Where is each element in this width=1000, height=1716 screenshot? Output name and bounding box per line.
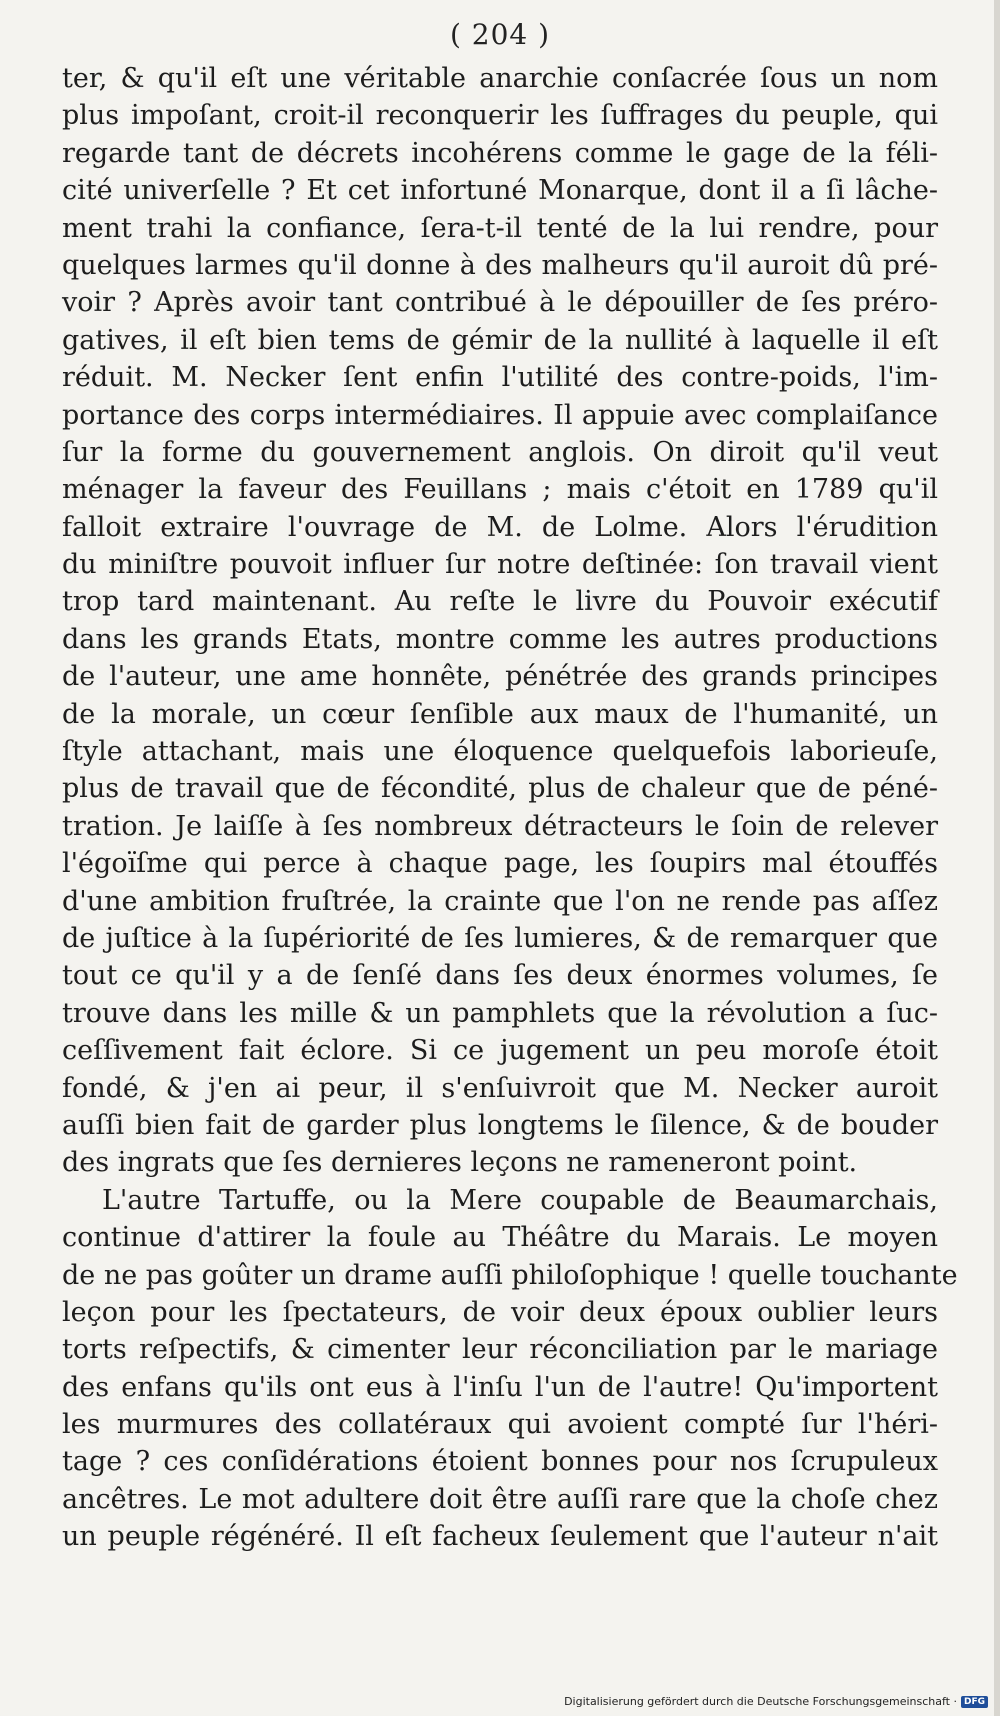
body-text [62, 60, 958, 1556]
text-line: L'autre Tartuffe, ou la Mere coupable de Beaumarchais, [102, 1184, 938, 1216]
text-line: l'égoïſme qui perce à chaque page, les ſoupirs mal étouffés [62, 848, 938, 880]
dfg-logo: DFG [961, 1696, 988, 1708]
text-line: d'une ambition fruſtrée, la crainte que l'on ne rende pas aſſez [62, 885, 938, 917]
text-line: continue d'attirer la foule au Théâtre du Marais. Le moyen [62, 1222, 938, 1254]
text-line: tration. Je laiſſe à ſes nombreux détracteurs le ſoin de relever [62, 810, 938, 842]
text-line: ter, & qu'il eſt une véritable anarchie conſacrée ſous un nom [62, 63, 938, 94]
text-line: dans les grands Etats, montre comme les autres productions [62, 623, 938, 655]
text-line: ſtyle attachant, mais une éloquence quelquefois laborieuſe, [62, 736, 938, 768]
text-line: un peuple régénéré. Il eſt facheux ſeulement que l'auteur n'ait [62, 1521, 938, 1553]
text-line: réduit. M. Necker ſent enfin l'utilité des contre-poids, l'im- [62, 362, 938, 394]
text-line: plus impoſant, croit-il reconquerir les ſuffrages du peuple, qui [62, 100, 938, 132]
text-line: cité univerſelle ? Et cet infortuné Monarque, dont il a ſi lâche- [62, 175, 938, 207]
text-line: les murmures des collatéraux qui avoient compté ſur l'héri- [62, 1409, 938, 1441]
text-line: plus de travail que de fécondité, plus de chaleur que de péné- [62, 773, 938, 805]
text-line: ſur la forme du gouvernement anglois. On diroit qu'il veut [62, 436, 938, 468]
text-line: fondé, & j'en ai peur, il s'enſuivroit que M. Necker auroit [62, 1072, 938, 1104]
text-line: du miniſtre pouvoit influer ſur notre deſtinée: ſon travail vient [62, 549, 938, 581]
text-line: leçon pour les ſpectateurs, de voir deux époux oublier leurs [62, 1296, 938, 1328]
text-line: de ne pas goûter un drame auſſi philoſophique ! quelle touchante [62, 1259, 958, 1291]
text-line: des ingrats que ſes dernieres leçons ne rameneront point. [62, 1147, 858, 1179]
text-line: des enfans qu'ils ont eus à l'inſu l'un de l'autre! Qu'importent [62, 1371, 938, 1403]
page-number: ( 204 ) [449, 18, 551, 51]
text-line: tage ? ces conſidérations étoient bonnes pour nos ſcrupuleux [62, 1446, 938, 1478]
credit-text: Digitalisierung gefördert durch die Deutsche Forschungsgemeinschaft · [564, 1695, 957, 1708]
text-line: ment trahi la confiance, ſera-t-il tenté de la lui rendre, pour [62, 212, 938, 244]
text-line: trouve dans les mille & un pamphlets que la révolution a ſuc- [62, 997, 938, 1029]
text-line: torts reſpectifs, & cimenter leur réconciliation par le mariage [62, 1334, 938, 1366]
text-line: falloit extraire l'ouvrage de M. de Lolme. Alors l'érudition [62, 511, 938, 543]
text-line: ancêtres. Le mot adultere doit être auſſi rare que la choſe chez [62, 1483, 938, 1515]
text-line: tout ce qu'il y a de ſenſé dans ſes deux énormes volumes, ſe [62, 960, 938, 992]
page-edge [994, 0, 1000, 1716]
text-line: voir ? Après avoir tant contribué à le dépouiller de ſes préro- [62, 287, 938, 319]
digitization-credit [564, 1695, 988, 1708]
text-line: regarde tant de décrets incohérens comme le gage de la féli- [62, 137, 938, 169]
text-line: portance des corps intermédiaires. Il appuie avec complaiſance [62, 399, 938, 431]
text-line: ménager la faveur des Feuillans ; mais c'étoit en 1789 qu'il [62, 474, 938, 506]
text-line: trop tard maintenant. Au reſte le livre du Pouvoir exécutif [62, 586, 938, 618]
text-line: de juſtice à la ſupériorité de ſes lumieres, & de remarquer que [62, 922, 938, 954]
text-line: gatives, il eſt bien tems de gémir de la nullité à laquelle il eſt [62, 324, 938, 356]
text-line: de l'auteur, une ame honnête, pénétrée des grands principes [62, 661, 938, 693]
text-line: quelques larmes qu'il donne à des malheurs qu'il auroit dû pré- [62, 249, 938, 281]
text-line: ceſſivement fait éclore. Si ce jugement un peu moroſe étoit [62, 1035, 938, 1067]
text-line: de la morale, un cœur ſenſible aux maux de l'humanité, un [62, 698, 938, 730]
text-line: auſſi bien fait de garder plus longtems le ſilence, & de bouder [62, 1109, 938, 1141]
